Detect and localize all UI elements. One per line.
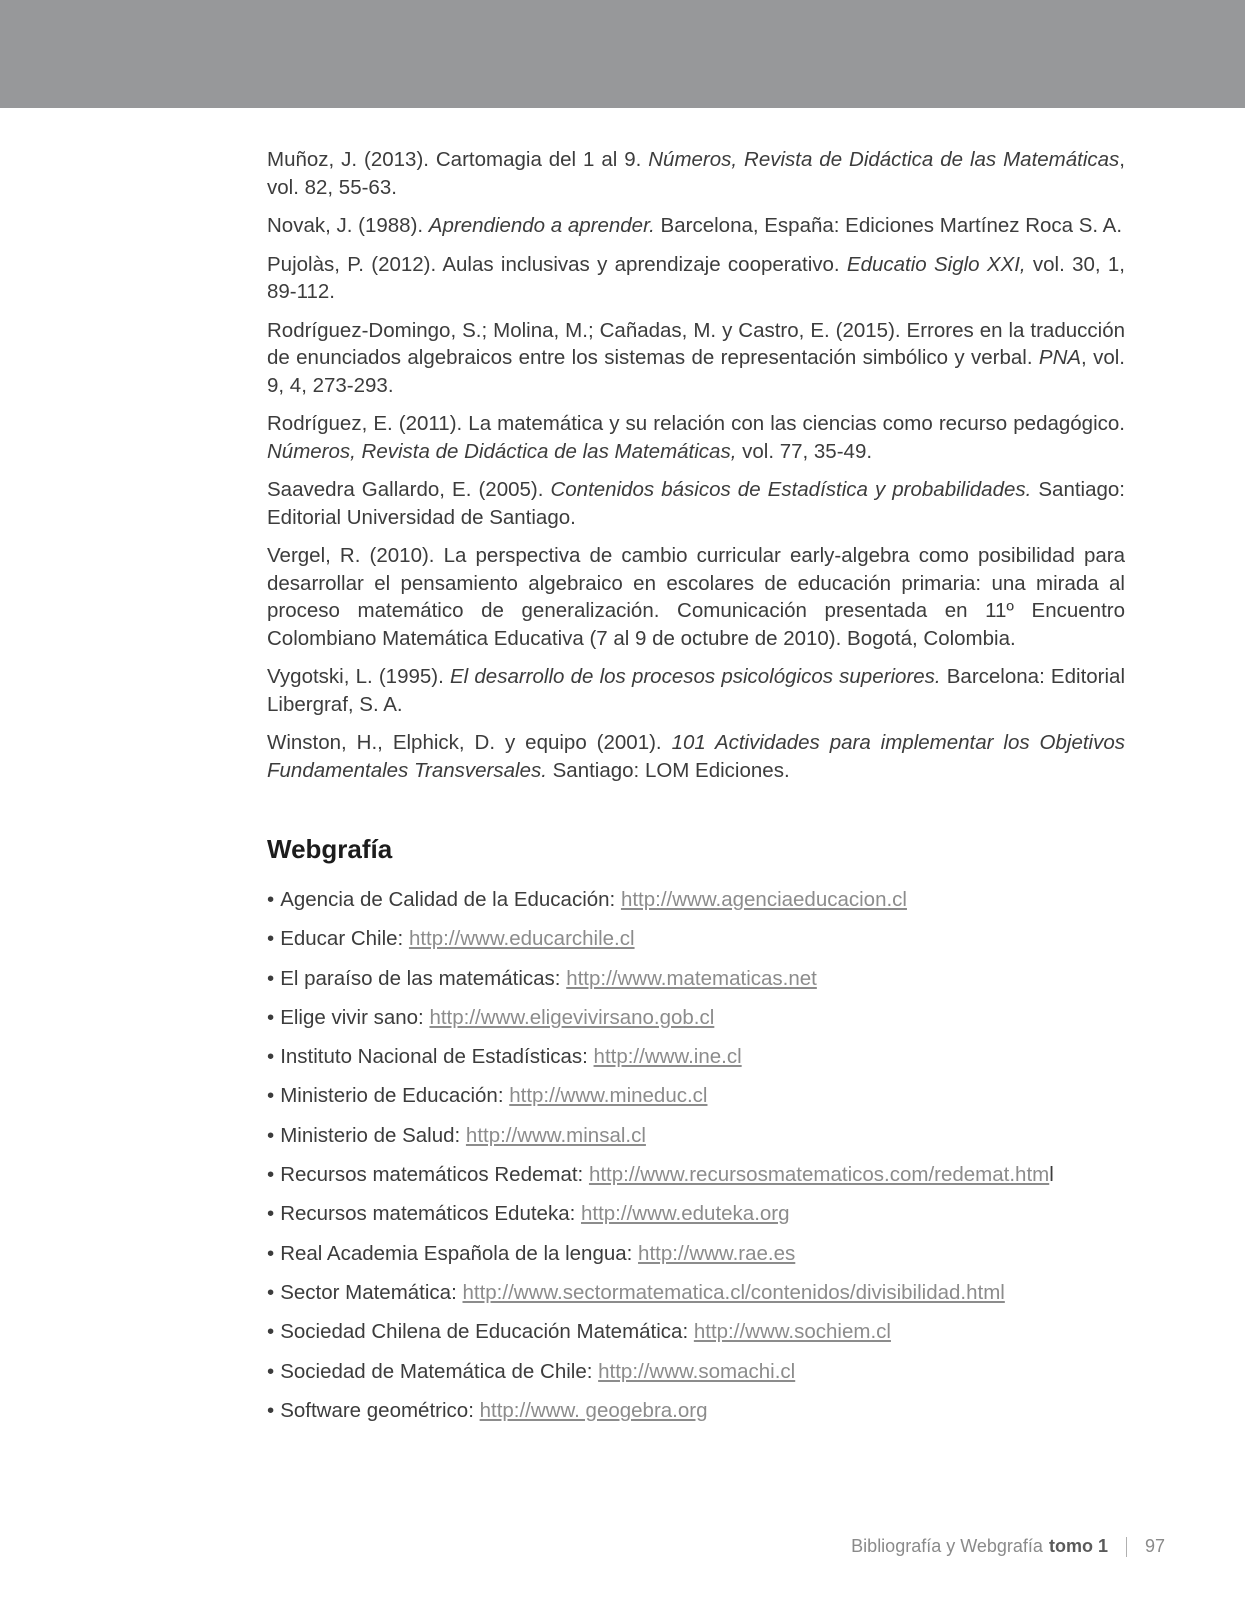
footer-volume: tomo 1 — [1048, 1536, 1108, 1556]
web-link[interactable]: http://www.somachi.cl — [598, 1359, 796, 1383]
reference-entry: Vygotski, L. (1995). El desarrollo de los procesos psicológicos superiores. Barcelona: Editorial Libergraf, S. A. — [267, 665, 1125, 716]
bullet-icon: • — [267, 1398, 275, 1422]
webgrafia-item: • Ministerio de Educación: http://www.mineduc.cl — [267, 1084, 708, 1108]
webgrafia-item: • Recursos matemáticos Redemat: http://www.recursosmatematicos.com/redemat.html — [267, 1163, 1054, 1187]
bullet-icon: • — [267, 966, 275, 990]
reference-entry: Novak, J. (1988). Aprendiendo a aprender. Barcelona, España: Ediciones Martínez Roca S. A. — [267, 214, 1123, 237]
web-link[interactable]: http://www.rae.es — [638, 1241, 796, 1265]
webgrafia-item: • Real Academia Española de la lengua: http://www.rae.es — [267, 1241, 796, 1265]
web-link[interactable]: http://www.matematicas.net — [566, 966, 817, 990]
reference-entry: Rodríguez, E. (2011). La matemática y su relación con las ciencias como recurso pedagógico. Números, Revista de Didáctica de las Matemáticas, vol. 77, 35-49. — [267, 412, 1125, 463]
webgrafia-item: • Instituto Nacional de Estadísticas: http://www.ine.cl — [267, 1045, 742, 1069]
bullet-icon: • — [267, 1280, 275, 1304]
webgrafia-item: • Sociedad de Matemática de Chile: http://www.somachi.cl — [267, 1359, 796, 1383]
bullet-icon: • — [267, 1320, 275, 1344]
bullet-icon: • — [267, 1163, 275, 1187]
web-link[interactable]: http://www. geogebra.org — [479, 1398, 708, 1422]
reference-entry: Vergel, R. (2010). La perspectiva de cambio curricular early-algebra como posibilidad para desarrollar el pensamiento algebraico en escolares de educación primaria: una mirada al proceso matemático de generalización. Comunicación presentada en 11º Encuentro Colombiano Matemática Educativa (7 al 9 de octubre de 2010). Bogotá, Colombia. — [267, 544, 1125, 650]
webgrafia-heading: Webgrafía — [267, 834, 393, 864]
footer-section: Bibliografía y Webgrafía — [851, 1536, 1043, 1556]
page-number: 97 — [1144, 1536, 1165, 1556]
webgrafia-item: • Elige vivir sano: http://www.eligevivirsano.gob.cl — [267, 1005, 715, 1029]
webgrafia-item: • El paraíso de las matemáticas: http://www.matematicas.net — [267, 966, 817, 990]
bullet-icon: • — [267, 1123, 275, 1147]
bullet-icon: • — [267, 1202, 275, 1226]
bullet-icon: • — [267, 927, 275, 951]
bullet-icon: • — [267, 1359, 275, 1383]
webgrafia-item: • Recursos matemáticos Eduteka: http://www.eduteka.org — [267, 1202, 790, 1226]
web-link[interactable]: http://www.sochiem.cl — [693, 1320, 891, 1344]
webgrafia-item: • Sector Matemática: http://www.sectormatematica.cl/contenidos/divisibilidad.html — [267, 1280, 1005, 1304]
bibliography-list — [267, 146, 1125, 795]
web-link[interactable]: http://www.eduteka.org — [580, 1202, 790, 1226]
bullet-icon: • — [267, 1045, 275, 1069]
reference-entry: Winston, H., Elphick, D. y equipo (2001). 101 Actividades para implementar los Objetivos Fundamentales Transversales. Santiago: LOM Ediciones. — [267, 731, 1126, 782]
web-link[interactable]: http://www.recursosmatematicos.com/redemat.htm — [588, 1163, 1050, 1187]
web-link[interactable]: http://www.sectormatematica.cl/contenidos/divisibilidad.html — [462, 1280, 1005, 1304]
web-link[interactable]: http://www.educarchile.cl — [408, 927, 635, 951]
web-link[interactable]: http://www.ine.cl — [593, 1045, 742, 1069]
reference-entry: Muñoz, J. (2013). Cartomagia del 1 al 9. Números, Revista de Didáctica de las Matemáticas, vol. 82, 55-63. — [267, 148, 1125, 199]
footer-divider — [1126, 1537, 1127, 1557]
webgrafia-item: • Software geométrico: http://www. geogebra.org — [267, 1398, 708, 1422]
bullet-icon: • — [267, 1241, 275, 1265]
web-link[interactable]: http://www.minsal.cl — [465, 1123, 646, 1147]
webgrafia-item: • Sociedad Chilena de Educación Matemática: http://www.sochiem.cl — [267, 1320, 891, 1344]
web-link[interactable]: http://www.agenciaeducacion.cl — [620, 888, 907, 911]
bullet-icon: • — [267, 1005, 275, 1029]
web-link[interactable]: http://www.mineduc.cl — [509, 1084, 708, 1108]
webgrafia-item: • Agencia de Calidad de la Educación: http://www.agenciaeducacion.cl — [267, 888, 907, 911]
reference-entry: Pujolàs, P. (2012). Aulas inclusivas y aprendizaje cooperativo. Educatio Siglo XXI, vol. 30, 1, 89-112. — [267, 252, 1125, 303]
bullet-icon: • — [267, 888, 275, 911]
web-link[interactable]: http://www.eligevivirsano.gob.cl — [429, 1005, 715, 1029]
webgrafia-item: • Ministerio de Salud: http://www.minsal.cl — [267, 1123, 646, 1147]
webgrafia-item: • Educar Chile: http://www.educarchile.cl — [267, 927, 635, 951]
header-band — [0, 0, 1245, 108]
page-footer — [851, 1536, 1165, 1557]
reference-entry: Saavedra Gallardo, E. (2005). Contenidos básicos de Estadística y probabilidades. Santiago: Editorial Universidad de Santiago. — [267, 478, 1125, 529]
webgrafia-list — [267, 886, 1147, 1436]
bullet-icon: • — [267, 1084, 275, 1108]
reference-entry: Rodríguez-Domingo, S.; Molina, M.; Cañadas, M. y Castro, E. (2015). Errores en la traducción de enunciados algebraicos entre los sistemas de representación simbólico y verbal. PNA, vol. 9, 4, 273-293. — [267, 318, 1126, 397]
